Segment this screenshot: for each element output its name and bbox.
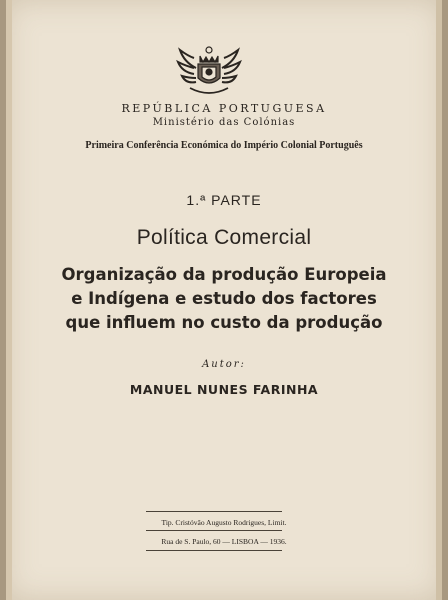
subtitle-line: que influem no custo da produção xyxy=(65,313,383,332)
imprint-rule-top xyxy=(146,511,282,512)
imprint-rule-middle xyxy=(146,530,282,531)
printer-line: Tip. Cristóvão Augusto Rodrigues, Limit. xyxy=(161,518,287,527)
republic-heading: REPÚBLICA PORTUGUESA xyxy=(121,102,327,115)
imprint-rule-bottom xyxy=(146,550,282,551)
author-name: MANUEL NUNES FARINHA xyxy=(129,382,319,397)
author-label: Autor: xyxy=(202,359,246,370)
coat-of-arms-icon xyxy=(176,44,242,96)
document-title: Política Comercial xyxy=(136,226,312,249)
conference-heading: Primeira Conferência Económica do Império Colonial Português xyxy=(85,140,363,151)
document-subtitle xyxy=(0,263,448,335)
ministry-heading: Ministério das Colónias xyxy=(152,117,296,128)
address-line: Rua de S. Paulo, 60 — LISBOA — 1936. xyxy=(161,537,287,546)
subtitle-line: e Indígena e estudo dos factores xyxy=(71,289,377,308)
part-label: 1.ª PARTE xyxy=(186,192,262,208)
subtitle-line: Organização da produção Europeia xyxy=(61,265,387,284)
